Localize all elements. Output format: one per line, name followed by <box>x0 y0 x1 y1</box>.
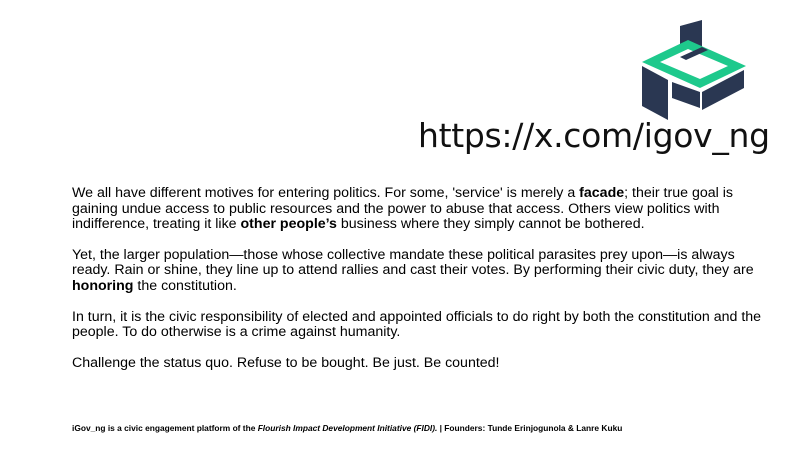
igov-logo-icon <box>636 18 748 122</box>
body-text <box>72 186 762 386</box>
paragraph-2 <box>72 248 762 295</box>
social-url[interactable]: https://x.com/igov_ng <box>418 116 770 155</box>
footer <box>72 423 622 433</box>
p1-text-c: ; their true goal is gaining undue access to public resources and the power to abuse that access. Others view politics with indifference, treating it like <box>72 185 733 233</box>
footer-founders: | Founders: Tunde Erinjogunola & Lanre Kuku <box>437 423 623 433</box>
p2-bold-honoring: honoring <box>72 277 134 294</box>
paragraph-1 <box>72 186 762 233</box>
footer-org: Flourish Impact Development Initiative (FIDI). <box>257 423 438 433</box>
p1-bold-other-peoples: other people’s <box>240 216 337 233</box>
p1-bold-facade: facade <box>579 185 625 201</box>
p2-text-a: Yet, the larger population—those whose collective mandate these political parasites prey upon—is always ready. Rain or shine, they line up to attend rallies and cast their votes. By performing their civic duty, they are <box>72 246 754 279</box>
p2-text-c: the constitution. <box>133 277 237 294</box>
footer-prefix: iGov_ng is a civic engagement platform of the <box>72 423 258 433</box>
p1-text-a: We all have different motives for entering politics. For some, 'service' is merely a <box>72 185 580 201</box>
paragraph-3: In turn, it is the civic responsibility of elected and appointed officials to do right by both the constitution and the people. To do otherwise is a crime against humanity. <box>72 308 762 341</box>
paragraph-4: Challenge the status quo. Refuse to be bought. Be just. Be counted! <box>72 354 500 371</box>
p1-text-e: business where they simply cannot be bothered. <box>336 216 645 233</box>
